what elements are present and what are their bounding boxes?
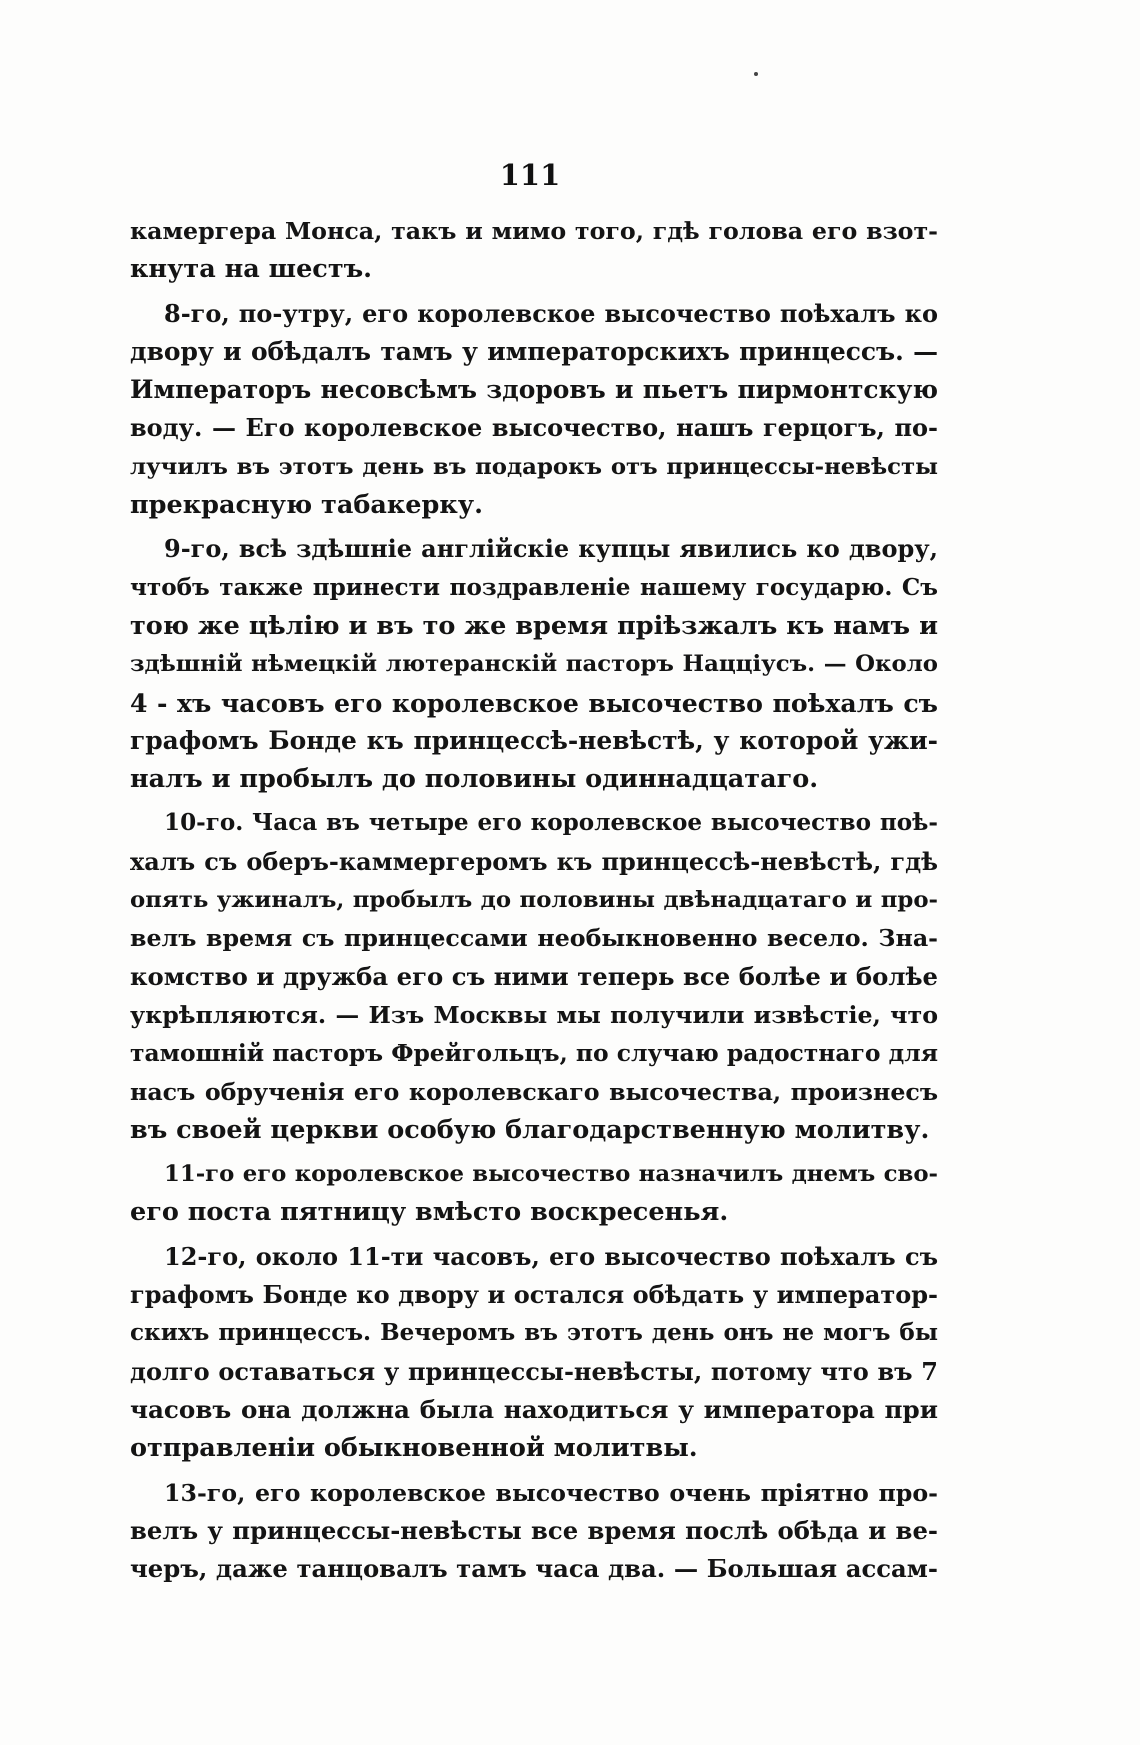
print-speck xyxy=(754,72,758,76)
text-line: 13-го, его королевское высочество очень пріятно про- xyxy=(164,1478,938,1507)
page-number: 111 xyxy=(499,158,561,192)
text-line: кнута на шестъ. xyxy=(130,254,373,285)
text-line: здѣшній нѣмецкій лютеранскій пасторъ Нацціусъ. — Около xyxy=(130,651,938,678)
body-text xyxy=(130,212,938,1588)
text-line: графомъ Бонде ко двору и остался обѣдать у император- xyxy=(130,1280,938,1310)
text-line: 8-го, по-утру, его королевское высочество поѣхалъ ко xyxy=(164,298,938,328)
text-line: велъ у принцессы-невѣсты все время послѣ обѣда и ве- xyxy=(130,1515,938,1545)
text-line: 11-го его королевское высочество назначилъ днемъ сво- xyxy=(164,1161,938,1188)
text-line: чтобъ также принести поздравленіе нашему государю. Съ xyxy=(130,573,938,601)
text-line: 12-го, около 11-ти часовъ, его высочество поѣхалъ съ xyxy=(164,1241,938,1271)
paragraph xyxy=(130,804,938,1149)
text-line: лучилъ въ этотъ день въ подарокъ отъ принцессы-невѣсты xyxy=(130,453,938,480)
text-line: его поста пятницу вмѣсто воскресенья. xyxy=(130,1197,729,1228)
text-line: Императоръ несовсѣмъ здоровъ и пьетъ пирмонтскую xyxy=(130,375,938,405)
text-line: черъ, даже танцовалъ тамъ часа два. — Большая ассам- xyxy=(130,1554,938,1584)
paragraph xyxy=(130,530,938,798)
text-line: часовъ она должна была находиться у императора при xyxy=(130,1394,938,1424)
text-line: скихъ принцессъ. Вечеромъ въ этотъ день онъ не могъ бы xyxy=(130,1319,938,1347)
text-line: налъ и пробылъ до половины одиннадцатаго. xyxy=(130,764,819,795)
text-line: прекрасную табакерку. xyxy=(130,490,483,521)
text-line: долго оставаться у принцессы-невѣсты, потому что въ 7 xyxy=(130,1356,938,1386)
text-line: камергера Монса, такъ и мимо того, гдѣ голова его взот- xyxy=(130,217,938,245)
paragraph xyxy=(130,1474,938,1589)
text-line: опять ужиналъ, пробылъ до половины двѣнадцатаго и про- xyxy=(130,887,938,914)
text-line: 10-го. Часа въ четыре его королевское высочество поѣ- xyxy=(164,809,938,837)
text-line: комство и дружба его съ ними теперь все болѣе и болѣе xyxy=(130,961,938,991)
text-line: въ своей церкви особую благодарственную молитву. xyxy=(130,1114,930,1145)
text-line: тамошній пасторъ Фрейгольцъ, по случаю радостнаго для xyxy=(130,1039,938,1068)
paragraph xyxy=(130,212,938,289)
text-line: халъ съ оберъ-каммергеромъ къ принцессѣ-невѣстѣ, гдѣ xyxy=(130,846,938,876)
paragraph xyxy=(130,295,938,525)
text-line: воду. — Его королевское высочество, нашъ герцогъ, по- xyxy=(130,413,938,443)
paragraph xyxy=(130,1155,938,1232)
text-line: велъ время съ принцессами необыкновенно весело. Зна- xyxy=(130,924,938,953)
text-line: укрѣпляются. — Изъ Москвы мы получили извѣстіе, что xyxy=(130,1000,938,1029)
text-line: насъ обрученія его королевскаго высочества, произнесъ xyxy=(130,1077,938,1106)
text-line: 4 - хъ часовъ его королевское высочество поѣхалъ съ xyxy=(130,687,938,718)
text-line: отправленіи обыкновенной молитвы. xyxy=(130,1433,698,1464)
text-line: 9-го, всѣ здѣшніе англійскіе купцы явились ко двору, xyxy=(164,534,938,564)
paragraph xyxy=(130,1238,938,1468)
text-line: графомъ Бонде къ принцессѣ-невѣстѣ, у которой ужи- xyxy=(130,725,938,755)
text-line: двору и обѣдалъ тамъ у императорскихъ принцессъ. — xyxy=(130,336,938,366)
text-line: тою же цѣлію и въ то же время пріѣзжалъ къ намъ и xyxy=(130,610,938,641)
